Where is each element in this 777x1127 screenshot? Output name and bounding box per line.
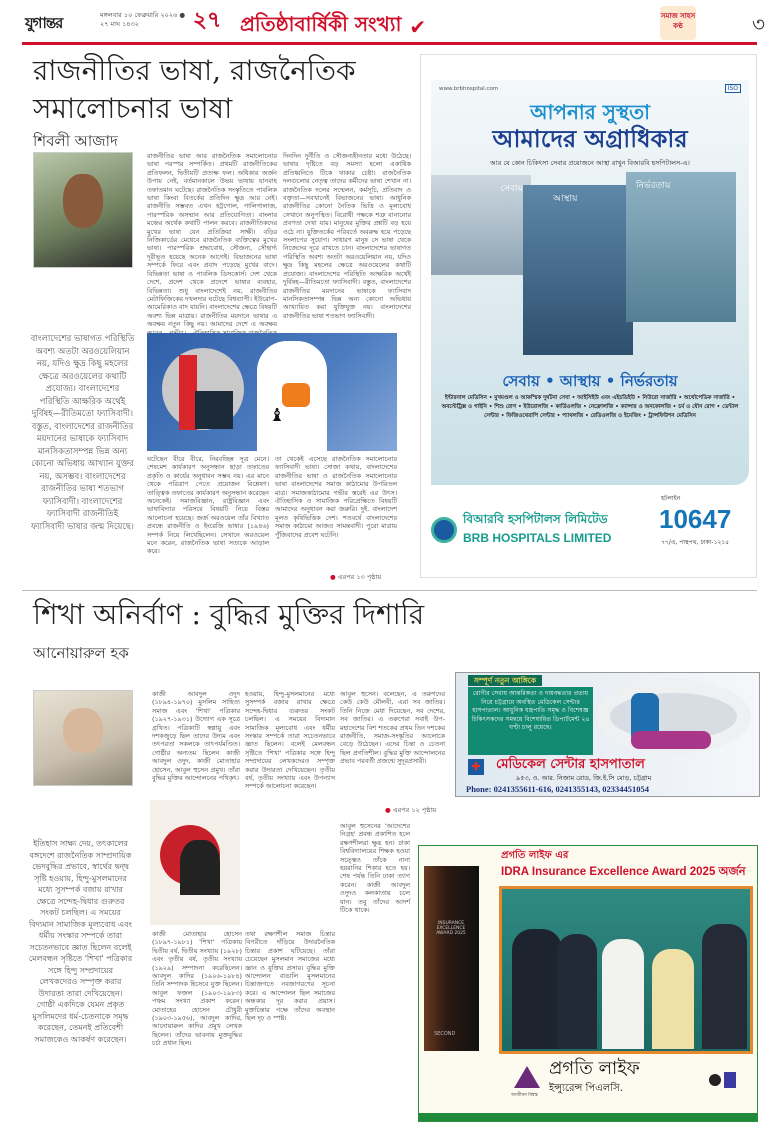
hospital-phone: Phone: 0241355611-616, 0241355143, 02334451054 [466, 784, 649, 794]
continued-text: এরপর ১৩ পৃষ্ঠায় [337, 573, 382, 581]
pragati-name-sub: ইন্স্যুরেন্স পিএলসি. [549, 1083, 623, 1094]
ad-website: www.brbhospital.com [439, 86, 499, 92]
article2-column: আবুল হুসেনের 'আদেশের নিগ্রহ' প্রবন্ধ প্রকাশিত হলে রক্ষণশীলরা ক্ষুব্ধ হন। ঢাকা বিশ্ববিদ্যালয়ের শিক্ষক হওয়া সত্ত্বেও তাঁকে নানা হয়রানির শিকার হতে হয়। শেষ পর্যন্ত তিনি ঢাকা ত্যাগ করেন। কাজী আবদুল ওদুদও কলকাতায় চলে যান। তবু তাঁদের আদর্শ টিকে থাকে। [340, 822, 410, 915]
article1-illustration [147, 333, 397, 451]
anniversary-logo: ২৭ [192, 8, 222, 33]
article1-column: তা থেকেই এসেছে রাজনৈতিক সমালোচনার ফ্যাসিবাদী ভাষা। সোজা কথায়, বাংলাদেশের রাজনীতির ভাষা ও রাজনৈতিক সমালোচনার ভাষা বাংলাদেশের সমাজ কাঠামোর উপরিতল মাত্র। সমাজকাঠামোর গভীর স্তরেই এর উৎস। ঐতিহাসিক ও সামাজিক পরিপ্রেক্ষিতে বিষয়টি আমাদের অনুধাবন করা জরুরি। দুই. বাংলাদেশ মূলত কৃষিভিত্তিক দেশ। শতবর্ষে বাংলাদেশের সমাজ কাঠামো আজও সামন্তবাদী। পুরো মাত্রায় পুঁজিবাদের প্রবেশ ঘটেনি। [275, 455, 397, 539]
certification-icon [724, 1072, 736, 1088]
hospital-cross-icon: ✚ [468, 759, 484, 775]
panel-label: সেবায় [500, 184, 523, 194]
pull-quote: ইতিহাস সাক্ষ্য দেয়, তৎকালের বঙ্গদেশে রাজনৈতিক সাম্প্রদায়িক ভেদবুদ্ধির প্রভাবে, স্বার্থের দ্বন্দ্ব সৃষ্টি হওয়ায়, হিন্দু-মুসলমানের মধ্যে সুসম্পর্ক বজায় রাখার ক্ষেত্রে সন্দেহ-দ্বিধার গুরুতর সংকট চলছিল। এ সময়ের বিদ্যমান সামাজিক মূল্যবোধ এবং ধর্মীয় সংস্কার সম্পর্কে তারা সচেতনভাবে জ্ঞাত ছিলেন বলেই মেলবন্ধন সৃষ্টিতে 'শিখা' পত্রিকার সঙ্গে হিন্দু সম্প্রদায়ের লেখকদেরও সম্পৃক্ত করার উদারতা তারা দেখিয়েছেন। গোষ্ঠী একদিকে যেমন প্রকৃত মুসলিমদের ধর্ম-চেতনাকে সমৃদ্ধ করেছেন, তেমনই প্রতিবেশী সমাজকেও আকর্ষণ করেছেন। [28, 839, 133, 1044]
pragati-name: প্রগতি লাইফ [549, 1058, 640, 1079]
article2-column: আবুল হুসেন। বলেছেন, এ তরুণদের কেউ কেউ মৌলবী, এরা সব জাতির। তিনি নিজে মেধা দিয়েছেন, সব দেশের, সব জাতির। এ তরুণেরা সবাই উপ-মহাদেশের বিশ শতকের প্রথম তিন দশকের রাজনীতি, সমাজ-সংস্কৃতির আলোকে বেড়ে উঠেছেন। এদের চিন্তা ও চেতনা ছিল প্রগতিশীল। বুদ্ধির মুক্তি আন্দোলনের প্রভাব পরবর্তী প্রজন্মে সুদূরপ্রসারী। [340, 690, 445, 766]
masthead-logo: যুগান্তর [25, 14, 63, 32]
continued-link[interactable]: ● এরপর ১৩ পৃষ্ঠায় [330, 573, 382, 581]
ad-footer-bar [419, 1113, 757, 1121]
ad-tagline: সেবায় • আস্থায় • নির্ভরতায় [502, 372, 678, 390]
article2-author: আনোয়ারুল হক [33, 644, 129, 662]
article2-column: হওয়ায়, হিন্দু-মুসলমানের মধ্যে সুসম্পর্ক বজায় রাখার ক্ষেত্রে সন্দেহ-দ্বিধার গুরুতর সংকট চলছিল। এ সময়ের বিদ্যমান সামাজিক মূল্যবোধ এবং ধর্মীয় সংস্কার সম্পর্কে তারা সচেতনভাবে জ্ঞাত ছিলেন। বলেই মেলবন্ধন সৃষ্টিতে 'শিখা' পত্রিকার সঙ্গে হিন্দু সম্প্রদায়ের লেখকদেরও সম্পৃক্ত করার উদারতা দেখিয়েছেন। তৃতীয় বর্ষ, তৃতীয় সংখ্যায় এবং উপন্যাস সম্পর্কে আলোচনা করেছেন। [245, 690, 335, 791]
article2-illustration [150, 800, 240, 925]
hospital-address: ৯৫৩, ও. আর. নিজাম রোড, জি.ই.সি মোড়, চট্টগ্রাম [516, 774, 652, 782]
continued-link[interactable]: ● এরপর ১২ পৃষ্ঠায় [385, 806, 437, 814]
ad-subline: আর যে কোন চিকিৎসা সেবার প্রয়োজনে আস্থা রাখুন বিআরবি হসপিটালস-এ। [490, 159, 690, 167]
issue-date: মঙ্গলবার ১০ ফেব্রুয়ারি ২০২৬ ● ২৭ মাঘ ১৪৩২ [100, 11, 186, 28]
panel-label: নির্ভরতায় [636, 181, 671, 191]
ad-headline: আমাদের অগ্রাধিকার [492, 125, 688, 153]
article1-column: দিনদিন দুর্নীতি ও সৌজন্যহীনতার মধ্যে উঠেছে। ভাষার দৃষ্টিতে বড় সমস্যা হলো একাধিক প্রতিধ্বনিতে টিকে থাকার চেষ্টা। রাজনৈতিক দলগুলোর নেতৃত্ব তাদের কর্মীদের ভাষা শেখান না। রাজনৈতিক দলের সম্মেলন, কর্মসূচি, প্রতিবাদ ও বক্তৃতা—সবখানেই বিভাজনের ভাষা। আধুনিক রাজনীতির কোনো নৈতিক ভিত্তি ও মূল্যবোধ সেখানে অনুপস্থিত। বিরোধী পক্ষকে শত্রু বানানোর প্রবণতা দেখা যায়। মানুষের মুক্তির প্রশ্নটি বড় হয়ে ওঠে না। যুক্তিতর্কের পরিবর্তে অবরুদ্ধ হয়ে পড়েছে সংলাপের সুযোগ। সাধারণ মানুষ সে ভাষা থেকে নিজেদের দূরে রাখতে চান। বাংলাদেশের ভাষাগত পরিস্থিতি অবশ্য অতটা অরওয়েলিয়ান নয়, যদিও ক্ষুদ্র কিছু মহলের ক্ষেত্রে অরওয়েলের কথাটি প্রযোজ্য। বাংলাদেশের পরিস্থিতি আক্ষরিক অর্থেই দুর্বিষহ—রীতিমতো ফ্যাসিবাদী। বস্তুত, বাংলাদেশের রাজনীতির ময়দানের ভাষাকে ফ্যাসিবাদ মানসিকতাসম্পন্ন ভিন্ন অন্য কোনো অভিধায় আখ্যায়িত করা যুক্তিযুক্ত নয়। বাংলাদেশের রাজনীতির ভাষা শতভাগ ফ্যাসিবাদী। [283, 152, 411, 320]
article1-header [33, 52, 418, 155]
hospital-name: মেডিকেল সেন্টার হাসপাতাল [496, 757, 645, 772]
trophy-rank: SECOND [434, 1031, 456, 1037]
chess-piece-icon: ♝ [269, 405, 286, 426]
panel-label: আস্থায় [553, 194, 578, 204]
hotline-number[interactable]: 10647 [659, 504, 732, 534]
ad-line1: প্রগতি লাইফ এর [501, 850, 569, 861]
issue-title: প্রতিষ্ঠাবার্ষিকী সংখ্যা [240, 12, 402, 36]
header-divider [22, 42, 757, 45]
trophy-text: INSURANCE EXCELLENCE AWARD 2025 [436, 921, 466, 936]
ad-line2: IDRA Insurance Excellence Award 2025 অর্জন [501, 866, 746, 878]
iso-icon [709, 1074, 721, 1086]
pragati-life-ad[interactable] [418, 845, 758, 1122]
section-divider [22, 590, 757, 591]
article2-column: কাজী মোতাহার হোসেন (১৮৯৭-১৯৮১) 'শিখা' পত্রিকায় দ্বিতীয় বর্ষ, দ্বিতীয় সংখ্যায় (১৯২৮) এবং তৃতীয় বর্ষ, তৃতীয় সংখ্যায় (১৯২৯) সম্পাদনা করেছিলেন। আবদুল কাদির (১৯০৬-১৯৮৪) তিনি সম্পাদক হিসেবে যুক্ত ছিলেন। আবুল ফজল (১৯০৩-১৯৮৩) পঞ্চম সংখ্যা প্রকাশ করেন। মোতাহের হোসেন চৌধুরী (১৯০৩-১৯৫৬), আবদুল কাদির, আনোয়ারুল কাদির প্রমুখ লেখক ছিলেন। তাঁদের ভাবনায় মুক্তবুদ্ধির চর্চা প্রধান ছিল। [152, 930, 242, 1048]
article1-headline: রাজনীতির ভাষা, রাজনৈতিক সমালোচনার ভাষা [33, 54, 356, 125]
ribbon-icon: ✔ [409, 14, 427, 39]
badge-logo: সমাজ সাহস কণ্ঠ [660, 6, 696, 40]
pull-quote: বাংলাদেশের ভাষাগত পরিস্থিতি অবশ্য অতটা অরওয়েলিয়ান নয়, যদিও ক্ষুদ্র কিছু মহলের ক্ষেত্রে অরওয়েলের কথাটি প্রযোজ্য। বাংলাদেশের পরিস্থিতি আক্ষরিক অর্থেই দুর্বিষহ—রীতিমতো ফ্যাসিবাদী। বস্তুত, বাংলাদেশের রাজনীতির ময়দানের ভাষাকে ফ্যাসিবাদ মানসিকতাসম্পন্ন ভিন্ন অন্য কোনো অভিধায় আখ্যান যুক্তর নয়, অসম্ভব। বাংলাদেশের রাজনীতির ভাষা শতভাগ ফ্যাসিবাদী। বাংলাদেশের ফ্যাসিবাদী রাজনীতিই ফ্যাসিবাদী ভাষার জন্ম দিয়েছে। [30, 334, 135, 532]
medical-center-ad[interactable] [455, 672, 760, 797]
article2-column: কাজী আবদুল ওদুদ (১৮৯৪-১৯৭০) মুসলিম সাহিত্য সমাজ এবং 'শিখা' পত্রিকার (১৯২৭-১৯৩১) উদ্যোগ এক সূত্রে গ্রথিত। পত্রিকাটি স্বল্পায়ু এবং দশকজুড়ে ছিল তাদের উদ্যম এবং তৎপরতা সকলকে তাৎপর্যমণ্ডিত। গোষ্ঠীর অন্যতম ছিলেন কাজী আবদুল ওদুদ, কাজী মোতাহার হোসেন, আবুল হুসেন প্রমুখ। তাঁরা বুদ্ধির মুক্তির আন্দোলনের পথিকৃৎ। [152, 690, 240, 783]
article1-column: রাজনীতির ভাষা আর রাজনৈতিক সমালোচনার ভাষা পরস্পর সম্পর্কিত। প্রথমটি রাজনীতিকের প্রতিফলন, দ্বিতীয়টি প্রত্যক্ষ ফল। অধিকার অর্জন উপায় নেই, বর্তমানকালে উভয় ভাষায় যানবাহ তফাতমান ঘটেছে। রাজনৈতিক সংস্কৃতিতে পাবলিক ভাষা কিংবা বিতর্কের প্রতিদিন ক্ষুদ্র আর নেই। রাজনীতি সম্ভবত এখন হট্টগোল, গালিগালাজ, পারস্পরিক অসম্মান আর প্রতিযোগিতা। বাংলার মঞ্চের অর্থেক কথাটি পালন করবে। রাজনীতিকদের মুখের ভাষা যেন প্রতিক্রিয়া সাক্ষী। বড়ির নিজিকার্ডের মেধেবে রাজনৈতিক ব্যক্তিত্বের মুখের ভাষা। পারস্পরিক শ্রদ্ধাবোধ, সৌজন্য, সৌহার্দ্য দূরীভূত হয়েছে অনেক আগেই। বিভাজনের ভাষা সম্পর্কে ফিরে এবং প্রবাদ পড়েছে মুখের বাদে। বিভিন্নতা ভাষা ও পাবলিক ডিসকোর্স। দেশ থেকে দেশে, প্রদেশ থেকে প্রদেশে ভাষার ব্যবহার, বিভিন্নতা। শুধু বাংলাদেশেই নয়, রাজনীতির মেটাফিজিকের দখলদার ঘটেছে বিশ্বব্যাপী। ইউরোপ-আমেরিকাও বাদ যায়নি। বাংলাদেশের ক্ষেত্রে বিষয়টি অবশ্য ভিন্ন মাত্রায়। রাজনীতির ময়দানে ভাষার এ অবক্ষয় নতুন কিছু নয়। আমাদের দেশে এ অবক্ষয় [147, 152, 277, 329]
award-photo [499, 886, 753, 1054]
ad-address: ৭৭/এ, পান্থপথ, ঢাকা-১২১৫ [661, 539, 730, 546]
issue-title-group [240, 10, 426, 43]
trophy-image [424, 866, 479, 1051]
brb-name-bn: বিআরবি হসপিটালস লিমিটেড [463, 512, 608, 526]
ad-headline: আপনার সুস্থতা [530, 100, 650, 124]
article2-headline: শিখা অনির্বাণ : বুদ্ধির মুক্তির দিশারি [33, 598, 425, 631]
continued-text: এরপর ১২ পৃষ্ঠায় [392, 806, 437, 814]
hotline-label: হটলাইন [661, 495, 681, 502]
ad-body: রোগীর সেবায় আন্তরিকতা ও দায়বদ্ধতার প্রত্যয় নিয়ে চট্টগ্রামে অবস্থিত মেডিকেল সেন্টার হাসপাতাল। আধুনিক যন্ত্রপাতি সমৃদ্ধ ও বিশেষজ্ঞ চিকিৎসকদের সমন্বয়ে বিশেষায়িত ডিপার্টমেন্ট ২৪ ঘণ্টা চালু রয়েছে। [468, 687, 593, 755]
iso-badge: ISO [725, 84, 741, 93]
article2-header [33, 596, 453, 667]
page-number: ৩ [752, 12, 766, 36]
author-photo [33, 690, 133, 786]
pragati-logo [514, 1066, 540, 1088]
author-photo [33, 152, 133, 268]
pragati-tagline: আজীবন বিশ্বস্ত [511, 1093, 538, 1098]
brb-logo [431, 517, 457, 543]
brb-hospital-ad[interactable] [420, 54, 757, 578]
article2-column: তথা রক্ষণশীল সমাজ চিন্তার বিপরীতে দাঁড়িয়ে উদারনৈতিক চিন্তার প্রকাশ ঘটিয়েছে। তাঁরা চেয়েছেন মুসলমান সমাজের মধ্যে জ্ঞান ও যুক্তির প্রসার। বুদ্ধির মুক্তি আন্দোলন বাঙালি মুসলমানের চিন্তাজগতে নবজাগরণের সূচনা করে। এ আন্দোলন ছিল সমাজের অন্ধকার দূর করার প্রয়াস। মুক্তচিন্তার পক্ষে তাঁদের অবস্থান ছিল দৃঢ় ও স্পষ্ট। [245, 930, 335, 1023]
ad-services: ইন্টারনাল মেডিসিন • মুখমণ্ডল ও আকস্মিক দুর্ঘটনা সেবা • আইসিইউ এবং এইচডিইউ • নিউরো সার্জারি • অর্থোপেডিক সার্জারি • অবস্টেট্রিক্স ও গাইনি • শিশু রোগ • ইউরোলজি • কার্ডিওলজি • নেফ্রোলজি • ক্যান্সার ও অনকোলজি • চর্ম ও যৌন রোগ • ডেন্টাল সেন্টার • ফিজিওথেরাপি সেন্টার • প্যাথলজি • রেডিওলজি ও ইমেজিং • ট্রান্সফিউশন মেডিসিন [441, 395, 739, 419]
ad-ribbon: সম্পূর্ণ নতুন আঙ্গিকে [468, 675, 542, 686]
article1-column: ঘটেছেন বীরে বীরে, নিরবচ্ছিন্ন সূত্র মেনে। শেষমেশ কার্যকারণ অনুসন্ধান ছাড়া তফাতের প্রকৃতি ও কার্যের অনুধাবন সম্ভব নয়। এর মানে থেকে পরিত্রাণ পেতে প্রয়োজন বিশ্লেষণ। তাত্ত্বিক তফাতের কার্যকারণ অনুসন্ধান করেছেন অনেকেই। সমাজবিজ্ঞান, রাষ্ট্রবিজ্ঞান এবং ভাষাবিদ্যার পরিসরে বিষয়টি নিয়ে বিস্তর আলোচনা হয়েছে। জর্জ অরওয়েল তাঁর বিখ্যাত প্রবন্ধে রাজনীতি ও ইংরেজি ভাষার (১৯৪৬) সম্পর্ক নিয়ে লিখেছিলেন। সেখানে অরওয়েল মনে করেন, রাজনৈতিক ভাষা সত্যকে আড়াল করে। [147, 455, 269, 556]
brb-name-en: BRB HOSPITALS LIMITED [463, 531, 612, 545]
article1-author: শিবলী আজাদ [33, 132, 118, 150]
